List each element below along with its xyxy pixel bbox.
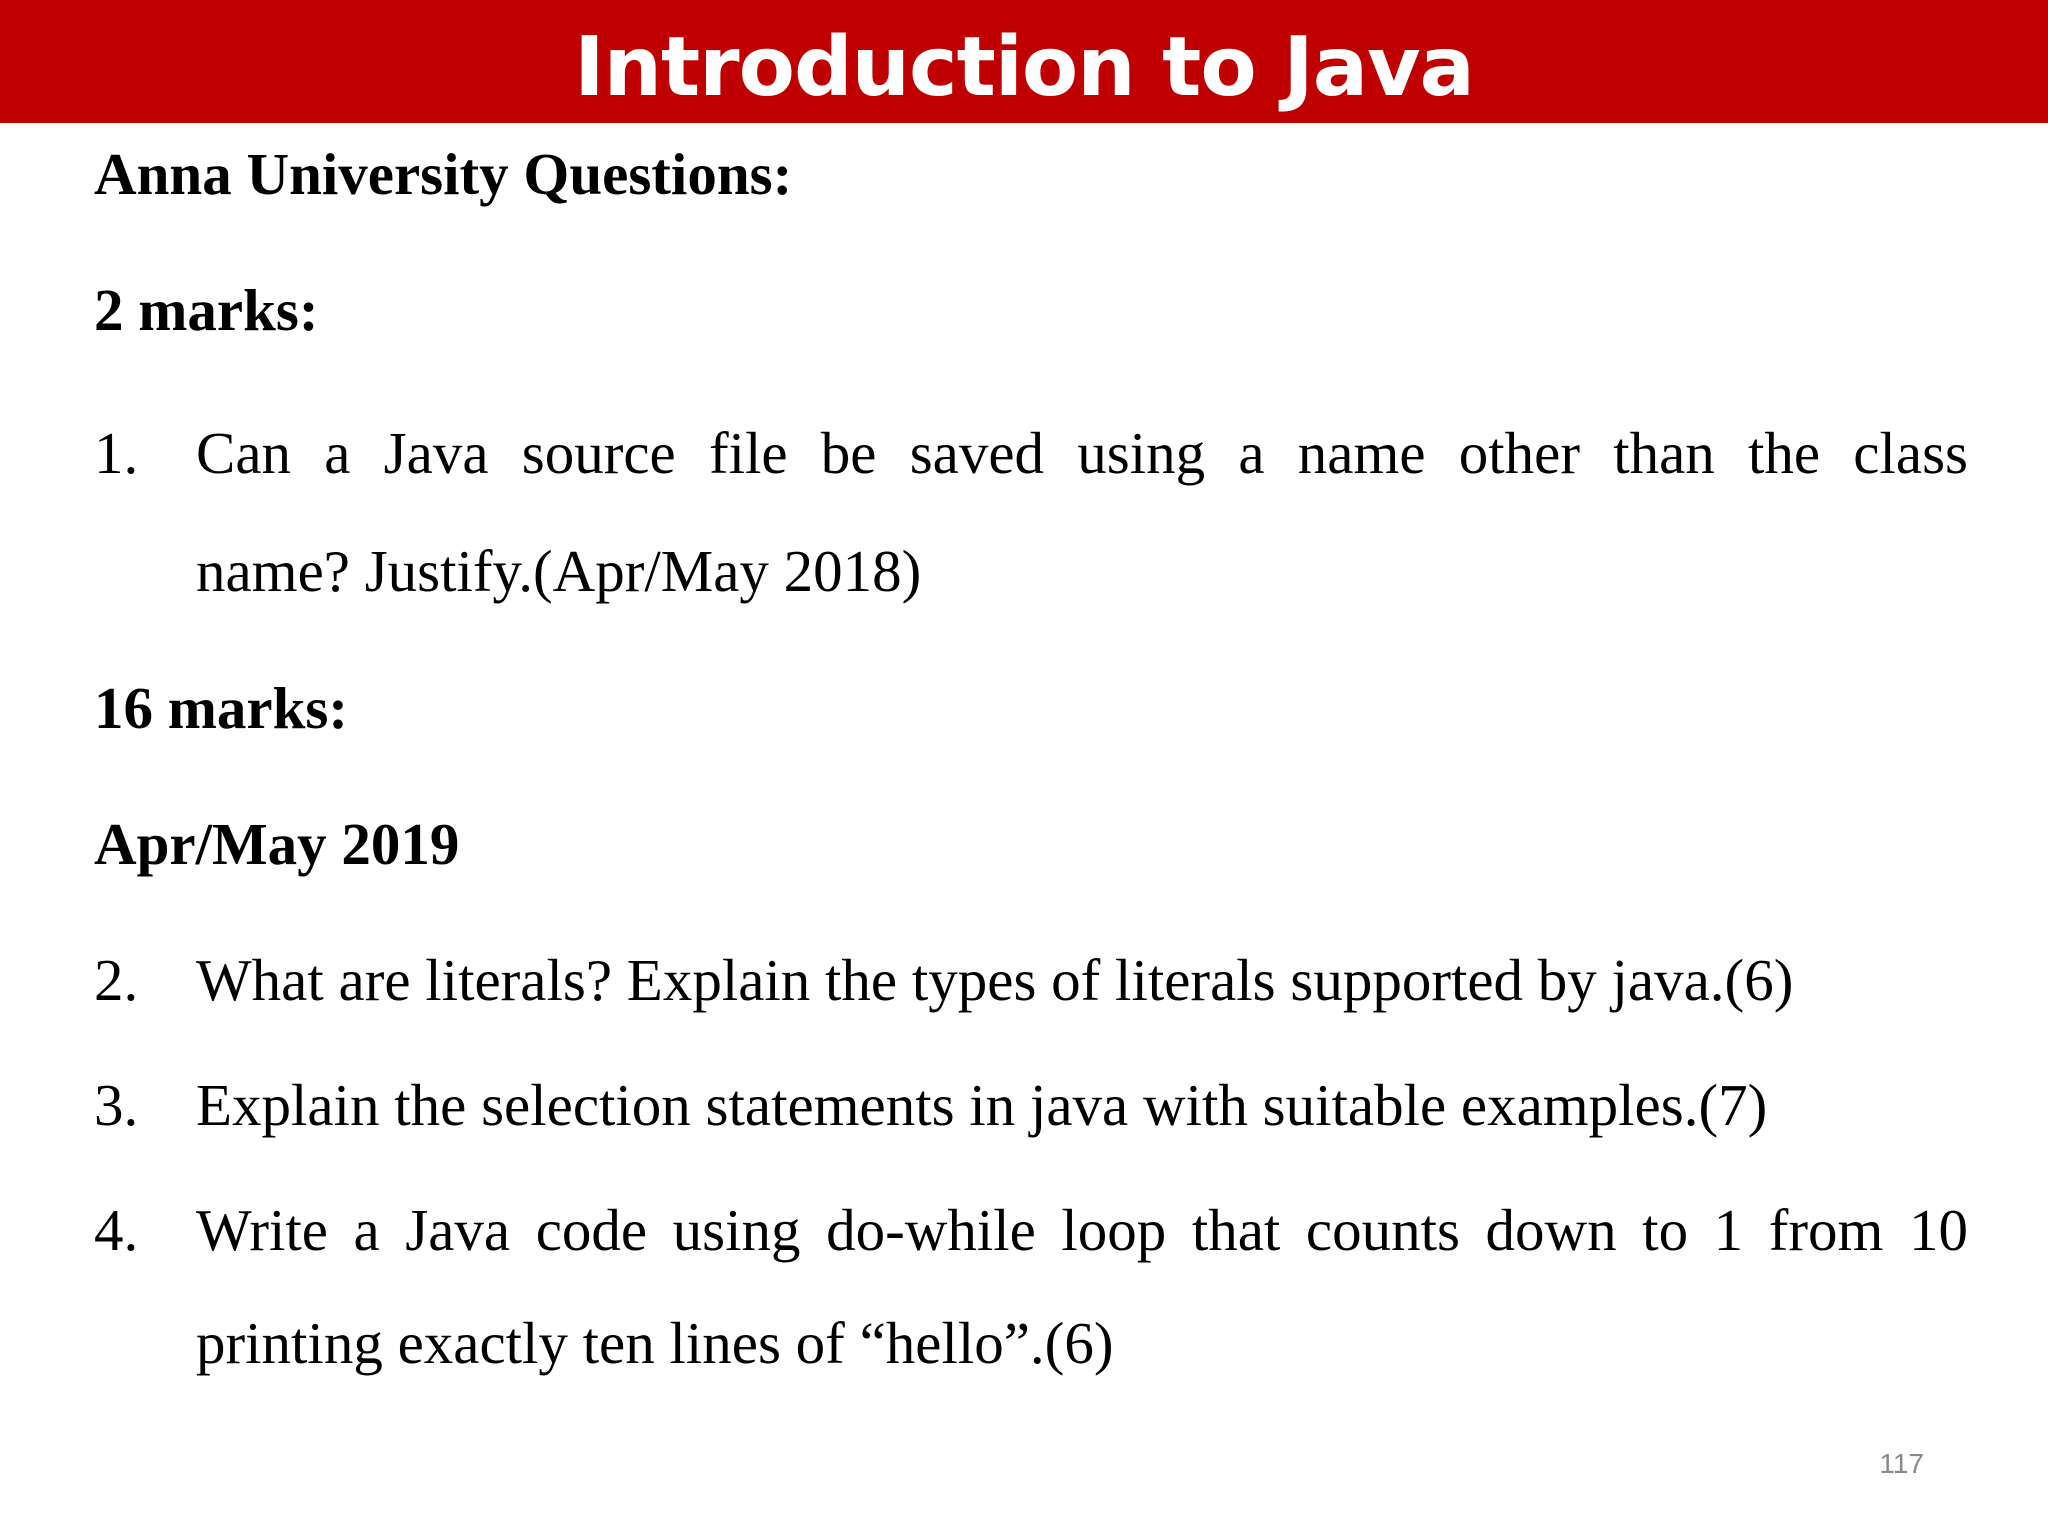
question-1-number: 1. xyxy=(94,420,139,486)
question-1-line-2: name? Justify.(Apr/May 2018) xyxy=(196,538,922,604)
question-3-text xyxy=(196,1071,1968,1140)
two-marks-heading: 2 marks: xyxy=(94,277,319,343)
page-number: 117 xyxy=(1879,1448,1924,1479)
question-4-line-1: Write a Java code using do-while loop that counts down to 1 from 10 xyxy=(196,1197,1968,1263)
slide-title: Introduction to Java xyxy=(574,20,1474,115)
question-1-continuation xyxy=(196,537,1968,606)
question-1-line-1: Can a Java source file be saved using a name other than the class xyxy=(196,420,1968,486)
question-3-line-1: Explain the selection statements in java with suitable examples.(7) xyxy=(196,1072,1768,1138)
question-1-text xyxy=(196,419,1968,488)
sixteen-marks-heading: 16 marks: xyxy=(94,675,349,741)
question-4-text xyxy=(196,1196,1968,1265)
question-2-text xyxy=(196,946,1968,1015)
question-4-line-2: printing exactly ten lines of “hello”.(6) xyxy=(196,1310,1114,1376)
question-2-number: 2. xyxy=(94,947,139,1013)
exam-session-heading: Apr/May 2019 xyxy=(94,811,460,877)
question-3-number: 3. xyxy=(94,1072,139,1138)
question-4-number: 4. xyxy=(94,1197,139,1263)
question-4-continuation xyxy=(196,1309,1968,1378)
question-2-line-1: What are literals? Explain the types of literals supported by java.(6) xyxy=(196,947,1794,1013)
section-heading: Anna University Questions: xyxy=(94,141,793,207)
